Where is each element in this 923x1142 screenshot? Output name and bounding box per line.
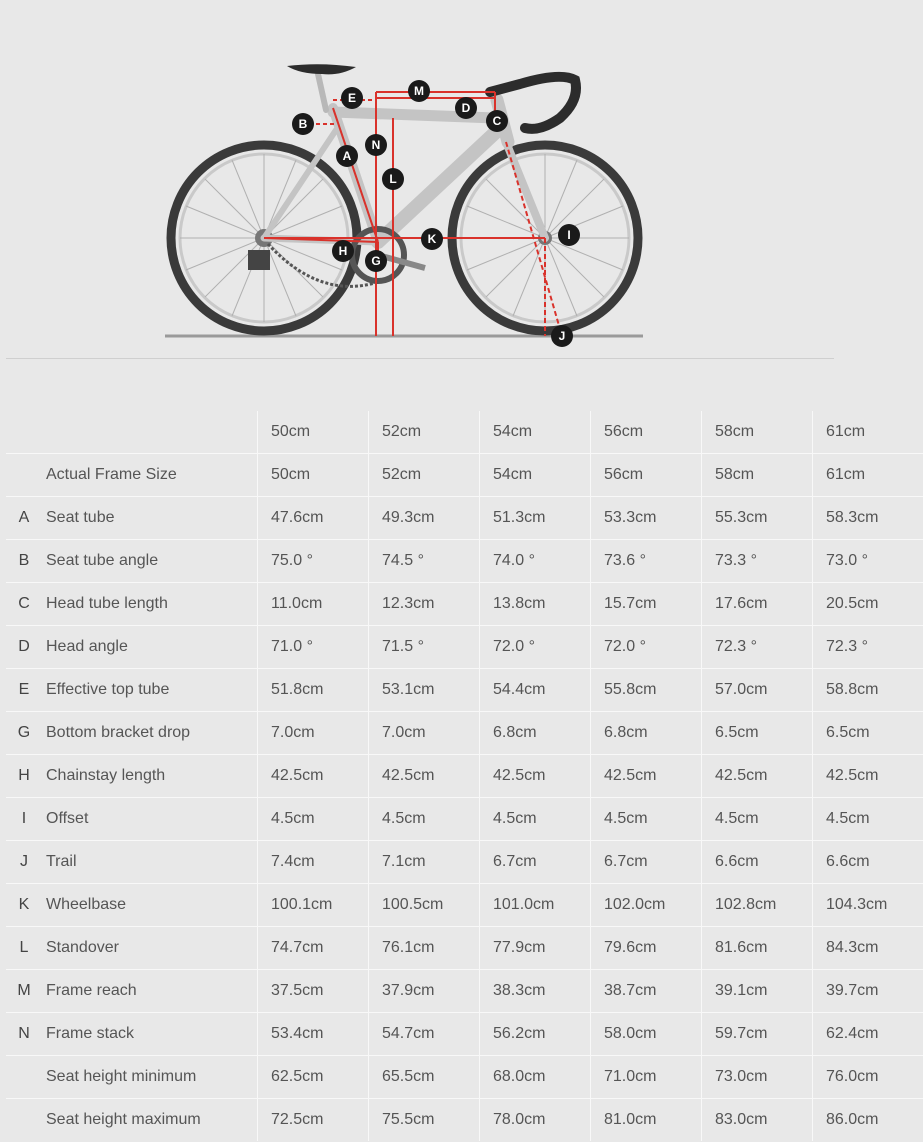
row-name: Bottom bracket drop bbox=[42, 712, 258, 755]
marker-B bbox=[292, 113, 314, 135]
value-cell: 55.3cm bbox=[702, 497, 813, 540]
value-cell: 13.8cm bbox=[480, 583, 591, 626]
value-cell: 7.1cm bbox=[369, 841, 480, 884]
value-cell: 74.0 ° bbox=[480, 540, 591, 583]
value-cell: 81.6cm bbox=[702, 927, 813, 970]
row-name: Head tube length bbox=[42, 583, 258, 626]
header-name-cell bbox=[42, 411, 258, 454]
value-cell: 42.5cm bbox=[591, 755, 702, 798]
table-row bbox=[6, 1099, 923, 1142]
value-cell: 37.9cm bbox=[369, 970, 480, 1013]
row-name: Seat tube bbox=[42, 497, 258, 540]
value-cell: 71.5 ° bbox=[369, 626, 480, 669]
svg-text:N: N bbox=[371, 138, 381, 152]
marker-D bbox=[455, 97, 477, 119]
table-row bbox=[6, 970, 923, 1013]
value-cell: 73.3 ° bbox=[702, 540, 813, 583]
row-letter: K bbox=[6, 884, 42, 927]
value-cell: 39.1cm bbox=[702, 970, 813, 1013]
value-cell: 6.5cm bbox=[702, 712, 813, 755]
value-cell: 78.0cm bbox=[480, 1099, 591, 1142]
value-cell: 86.0cm bbox=[813, 1099, 923, 1142]
row-name: Seat height maximum bbox=[42, 1099, 258, 1142]
table-row bbox=[6, 755, 923, 798]
bike-geometry-diagram bbox=[0, 0, 840, 360]
table-row bbox=[6, 454, 923, 497]
row-letter: G bbox=[6, 712, 42, 755]
value-cell: 17.6cm bbox=[702, 583, 813, 626]
column-header: 58cm bbox=[702, 411, 813, 454]
value-cell: 4.5cm bbox=[591, 798, 702, 841]
value-cell: 101.0cm bbox=[480, 884, 591, 927]
table-row bbox=[6, 841, 923, 884]
value-cell: 11.0cm bbox=[258, 583, 369, 626]
value-cell: 72.0 ° bbox=[480, 626, 591, 669]
table-row bbox=[6, 1056, 923, 1099]
geometry-table bbox=[6, 411, 923, 1141]
value-cell: 4.5cm bbox=[480, 798, 591, 841]
row-name: Offset bbox=[42, 798, 258, 841]
row-name: Frame reach bbox=[42, 970, 258, 1013]
row-letter: B bbox=[6, 540, 42, 583]
column-header: 61cm bbox=[826, 423, 866, 440]
value-cell: 54.4cm bbox=[480, 669, 591, 712]
row-letter: N bbox=[6, 1013, 42, 1056]
value-cell: 102.0cm bbox=[591, 884, 702, 927]
marker-I bbox=[558, 224, 580, 246]
svg-text:L: L bbox=[389, 172, 397, 186]
row-name: Effective top tube bbox=[42, 669, 258, 712]
value-cell: 58cm bbox=[702, 454, 813, 497]
table-row bbox=[6, 540, 923, 583]
value-cell: 37.5cm bbox=[258, 970, 369, 1013]
marker-J bbox=[551, 325, 573, 347]
value-cell: 57.0cm bbox=[702, 669, 813, 712]
marker-C bbox=[486, 110, 508, 132]
svg-text:I: I bbox=[567, 228, 571, 242]
marker-K bbox=[421, 228, 443, 250]
value-cell: 7.0cm bbox=[258, 712, 369, 755]
value-cell: 104.3cm bbox=[813, 884, 923, 927]
value-cell: 12.3cm bbox=[369, 583, 480, 626]
svg-text:G: G bbox=[371, 254, 381, 268]
value-cell: 4.5cm bbox=[702, 798, 813, 841]
value-cell: 6.5cm bbox=[813, 712, 923, 755]
value-cell: 102.8cm bbox=[702, 884, 813, 927]
value-cell: 58.8cm bbox=[813, 669, 923, 712]
value-cell: 53.1cm bbox=[369, 669, 480, 712]
value-cell: 6.8cm bbox=[480, 712, 591, 755]
value-cell: 6.7cm bbox=[480, 841, 591, 884]
row-letter: E bbox=[6, 669, 42, 712]
row-letter: C bbox=[6, 583, 42, 626]
table-row bbox=[6, 669, 923, 712]
value-cell: 83.0cm bbox=[702, 1099, 813, 1142]
marker-G bbox=[365, 250, 387, 272]
value-cell: 4.5cm bbox=[369, 798, 480, 841]
value-cell: 38.3cm bbox=[480, 970, 591, 1013]
value-cell: 100.1cm bbox=[258, 884, 369, 927]
value-cell: 7.0cm bbox=[369, 712, 480, 755]
value-cell: 73.0cm bbox=[702, 1056, 813, 1099]
value-cell: 47.6cm bbox=[258, 497, 369, 540]
value-cell: 49.3cm bbox=[369, 497, 480, 540]
value-cell: 74.7cm bbox=[258, 927, 369, 970]
svg-text:J: J bbox=[558, 329, 566, 343]
saddle bbox=[287, 64, 356, 74]
row-name: Trail bbox=[42, 841, 258, 884]
value-cell: 61cm bbox=[813, 454, 923, 497]
value-cell: 71.0 ° bbox=[258, 626, 369, 669]
value-cell: 4.5cm bbox=[813, 798, 923, 841]
value-cell: 20.5cm bbox=[813, 583, 923, 626]
value-cell: 84.3cm bbox=[813, 927, 923, 970]
row-letter: L bbox=[6, 927, 42, 970]
table-row bbox=[6, 798, 923, 841]
value-cell: 73.0 ° bbox=[813, 540, 923, 583]
value-cell: 6.6cm bbox=[702, 841, 813, 884]
row-name: Wheelbase bbox=[42, 884, 258, 927]
svg-text:M: M bbox=[414, 84, 424, 98]
marker-M bbox=[408, 80, 430, 102]
value-cell: 6.6cm bbox=[813, 841, 923, 884]
value-cell: 54.7cm bbox=[369, 1013, 480, 1056]
value-cell: 58.0cm bbox=[591, 1013, 702, 1056]
value-cell: 56.2cm bbox=[480, 1013, 591, 1056]
marker-A bbox=[336, 145, 358, 167]
value-cell: 51.8cm bbox=[258, 669, 369, 712]
table-row bbox=[6, 626, 923, 669]
marker-H bbox=[332, 240, 354, 262]
geometry-table-body bbox=[6, 411, 923, 1141]
value-cell: 42.5cm bbox=[369, 755, 480, 798]
row-letter bbox=[6, 454, 42, 497]
svg-text:A: A bbox=[342, 149, 352, 163]
value-cell: 55.8cm bbox=[591, 669, 702, 712]
row-letter: M bbox=[6, 970, 42, 1013]
value-cell: 76.0cm bbox=[813, 1056, 923, 1099]
value-cell: 51.3cm bbox=[480, 497, 591, 540]
value-cell: 42.5cm bbox=[258, 755, 369, 798]
value-cell: 38.7cm bbox=[591, 970, 702, 1013]
row-name: Head angle bbox=[42, 626, 258, 669]
value-cell: 79.6cm bbox=[591, 927, 702, 970]
column-header: 56cm bbox=[591, 411, 702, 454]
header-letter-cell bbox=[6, 411, 42, 454]
value-cell: 62.4cm bbox=[813, 1013, 923, 1056]
value-cell: 72.3 ° bbox=[813, 626, 923, 669]
marker-E bbox=[341, 87, 363, 109]
value-cell: 74.5 ° bbox=[369, 540, 480, 583]
value-cell: 54cm bbox=[480, 454, 591, 497]
row-name: Frame stack bbox=[42, 1013, 258, 1056]
value-cell: 73.6 ° bbox=[591, 540, 702, 583]
value-cell: 62.5cm bbox=[258, 1056, 369, 1099]
row-letter bbox=[6, 1056, 42, 1099]
value-cell: 6.7cm bbox=[591, 841, 702, 884]
value-cell: 4.5cm bbox=[258, 798, 369, 841]
row-letter: J bbox=[6, 841, 42, 884]
svg-text:B: B bbox=[298, 117, 308, 131]
value-cell: 39.7cm bbox=[813, 970, 923, 1013]
value-cell: 50cm bbox=[258, 454, 369, 497]
table-row bbox=[6, 497, 923, 540]
row-name: Actual Frame Size bbox=[42, 454, 258, 497]
row-letter: D bbox=[6, 626, 42, 669]
column-header: 54cm bbox=[480, 411, 591, 454]
value-cell: 53.3cm bbox=[591, 497, 702, 540]
table-row bbox=[6, 1013, 923, 1056]
value-cell: 58.3cm bbox=[813, 497, 923, 540]
svg-text:E: E bbox=[347, 91, 357, 105]
value-cell: 71.0cm bbox=[591, 1056, 702, 1099]
column-header: 52cm bbox=[369, 411, 480, 454]
value-cell: 42.5cm bbox=[480, 755, 591, 798]
column-header: 50cm bbox=[258, 411, 369, 454]
table-row bbox=[6, 583, 923, 626]
table-row bbox=[6, 884, 923, 927]
value-cell: 77.9cm bbox=[480, 927, 591, 970]
svg-text:D: D bbox=[461, 101, 471, 115]
value-cell: 72.0 ° bbox=[591, 626, 702, 669]
value-cell: 76.1cm bbox=[369, 927, 480, 970]
table-row bbox=[6, 927, 923, 970]
row-name: Standover bbox=[42, 927, 258, 970]
value-cell: 68.0cm bbox=[480, 1056, 591, 1099]
row-name: Seat tube angle bbox=[42, 540, 258, 583]
value-cell: 42.5cm bbox=[813, 755, 923, 798]
value-cell: 72.3 ° bbox=[702, 626, 813, 669]
value-cell: 59.7cm bbox=[702, 1013, 813, 1056]
section-divider bbox=[6, 358, 834, 359]
row-letter: I bbox=[6, 798, 42, 841]
value-cell: 72.5cm bbox=[258, 1099, 369, 1142]
value-cell: 65.5cm bbox=[369, 1056, 480, 1099]
value-cell: 100.5cm bbox=[369, 884, 480, 927]
svg-text:H: H bbox=[338, 244, 348, 258]
value-cell: 75.0 ° bbox=[258, 540, 369, 583]
value-cell: 53.4cm bbox=[258, 1013, 369, 1056]
value-cell: 81.0cm bbox=[591, 1099, 702, 1142]
svg-text:K: K bbox=[427, 232, 437, 246]
row-letter bbox=[6, 1099, 42, 1142]
value-cell: 52cm bbox=[369, 454, 480, 497]
svg-text:C: C bbox=[492, 114, 502, 128]
marker-L bbox=[382, 168, 404, 190]
table-row bbox=[6, 712, 923, 755]
row-name: Chainstay length bbox=[42, 755, 258, 798]
row-name: Seat height minimum bbox=[42, 1056, 258, 1099]
value-cell: 56cm bbox=[591, 454, 702, 497]
value-cell: 7.4cm bbox=[258, 841, 369, 884]
table-header-row bbox=[6, 411, 923, 454]
row-letter: H bbox=[6, 755, 42, 798]
value-cell: 75.5cm bbox=[369, 1099, 480, 1142]
value-cell: 42.5cm bbox=[702, 755, 813, 798]
marker-N bbox=[365, 134, 387, 156]
row-letter: A bbox=[6, 497, 42, 540]
value-cell: 15.7cm bbox=[591, 583, 702, 626]
value-cell: 6.8cm bbox=[591, 712, 702, 755]
